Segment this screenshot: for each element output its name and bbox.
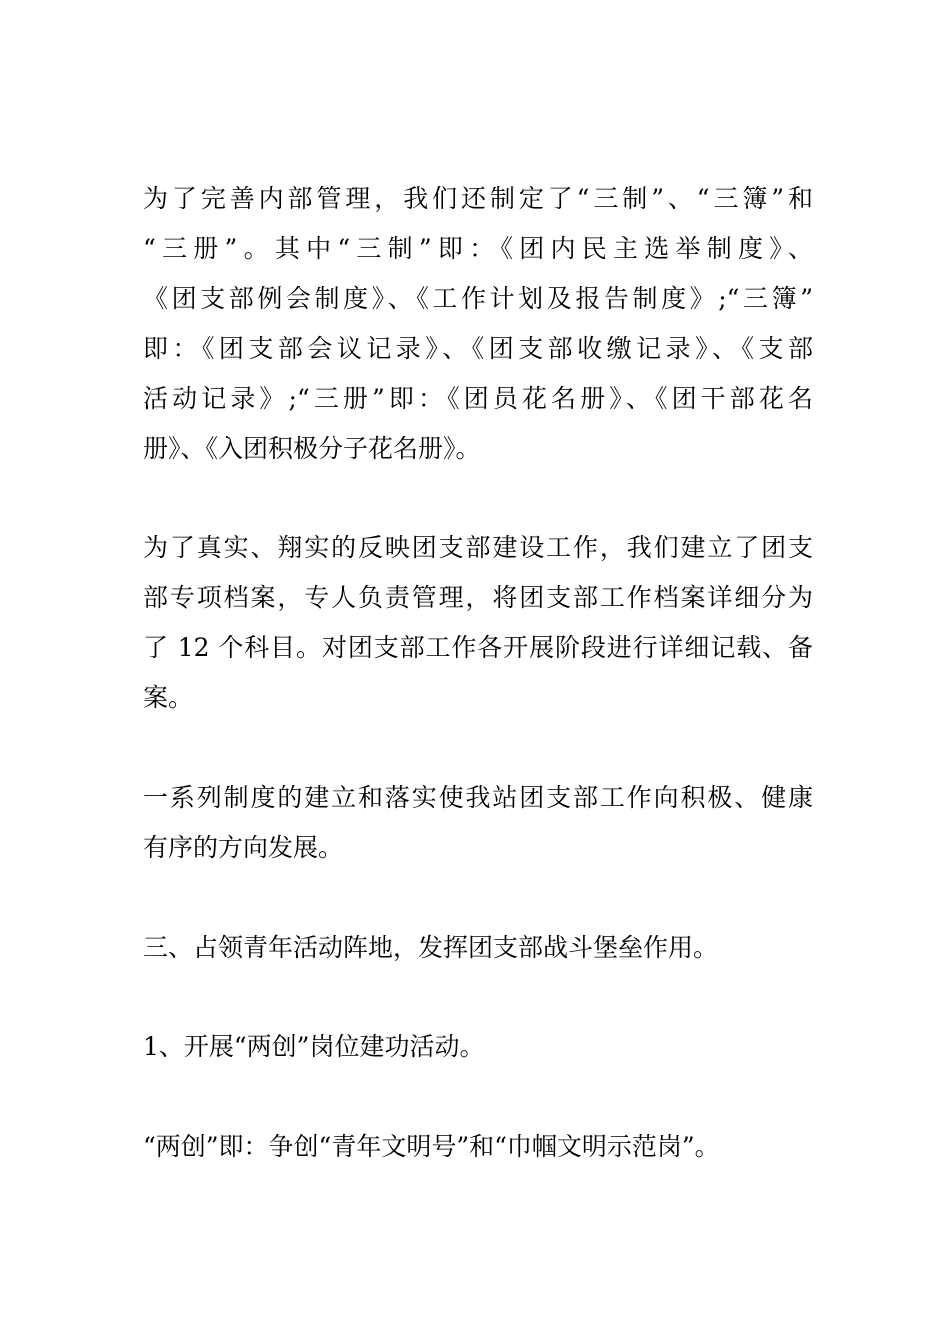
text-line: 《团支部例会制度》、《工作计划及报告制度》;“三簿” (143, 284, 813, 313)
paragraph-management-system (143, 174, 813, 474)
text-line: 了 12 个科目。对团支部工作各开展阶段进行详细记载、备 (143, 633, 813, 662)
paragraph-archives (143, 523, 813, 723)
text-line: 三、占领青年活动阵地，发挥团支部战斗堡垒作用。 (143, 933, 719, 962)
text-line: 即：《团支部会议记录》、《团支部收缴记录》、《支部 (143, 334, 813, 363)
paragraph-two-creations (143, 1122, 813, 1172)
text-line: 一系列制度的建立和落实使我站团支部工作向积极、健康 (143, 783, 813, 812)
paragraph-development (143, 773, 813, 873)
text-line: 册》、《入团积极分子花名册》。 (143, 434, 481, 463)
text-line: 为了完善内部管理，我们还制定了“三制”、“三簿”和 (143, 184, 813, 213)
text-line: 部专项档案，专人负责管理，将团支部工作档案详细分为 (143, 583, 813, 612)
text-line: 为了真实、翔实的反映团支部建设工作，我们建立了团支 (143, 533, 813, 562)
text-line: “两创”即：争创“青年文明号”和“巾帼文明示范岗”。 (143, 1132, 720, 1161)
text-line: “三册”。其中“三制”即：《团内民主选举制度》、 (143, 234, 813, 263)
text-line: 案。 (143, 683, 194, 712)
text-line: 1、开展“两创”岗位建功活动。 (143, 1032, 485, 1061)
subsection-heading-one (143, 1022, 813, 1072)
section-heading-three (143, 923, 813, 973)
text-line: 有序的方向发展。 (143, 833, 344, 862)
text-line: 活动记录》;“三册”即：《团员花名册》、《团干部花名 (143, 384, 813, 413)
